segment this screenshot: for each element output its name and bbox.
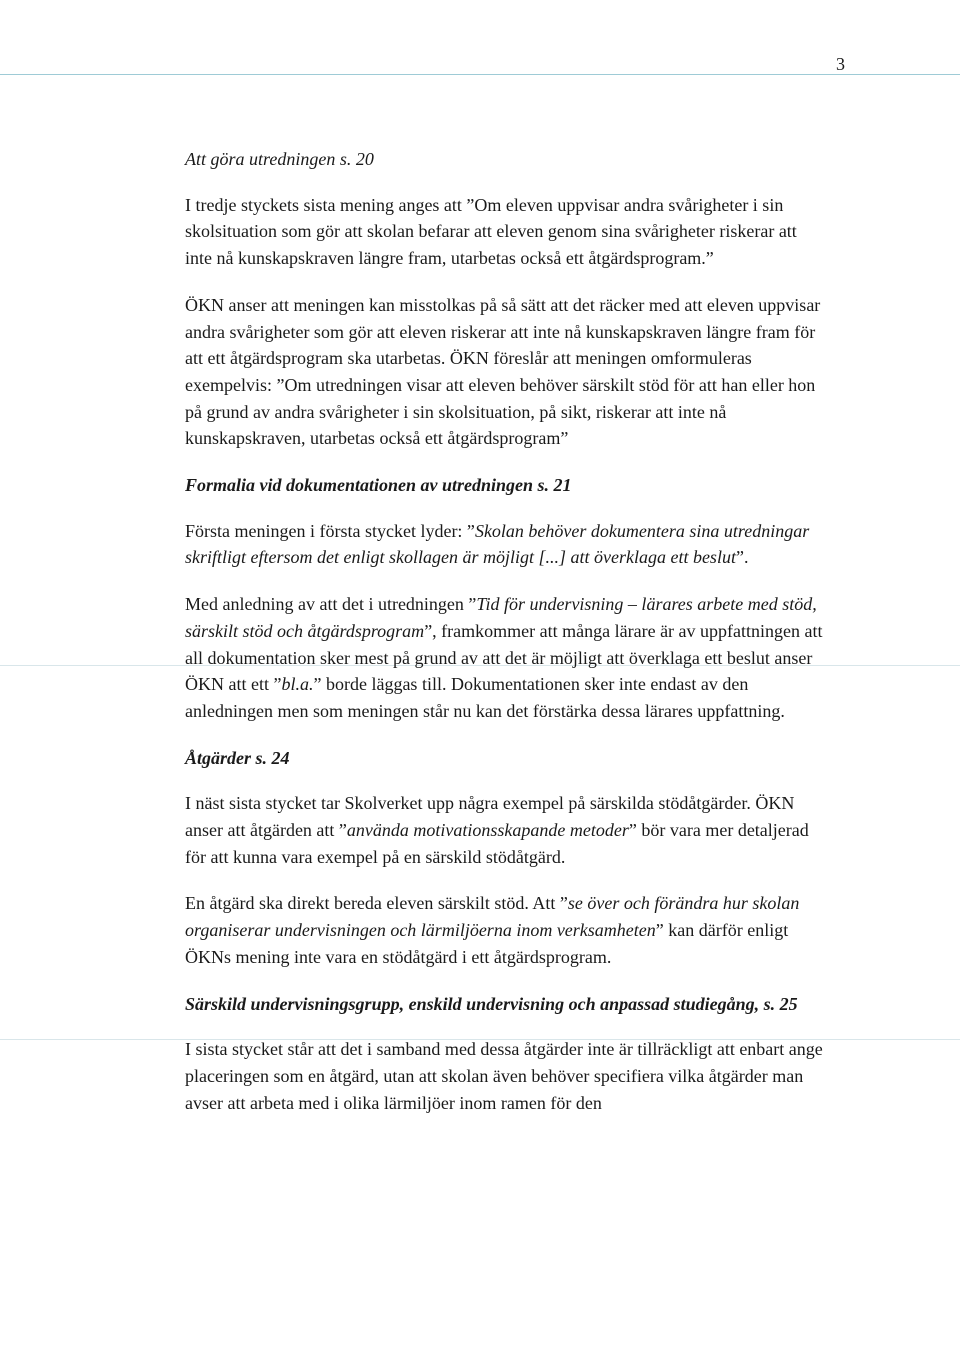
text-run: ” kan därför enligt ÖKNs mening inte vara en stödåtgärd i ett åtgärdsprogram.	[185, 920, 789, 967]
text-run: I tredje styckets sista mening anges att ”Om eleven uppvisar andra svårigheter i sin skolsituation som gör att skolan befarar att eleven genom sina svårigheter riskerar att inte nå kunskapskraven längre fram, utarbetas också ett åtgärdsprogram.”	[185, 194, 797, 269]
body-paragraph	[185, 1036, 825, 1116]
body-paragraph	[185, 790, 825, 870]
page-number: 3	[836, 54, 845, 74]
italic-quote: använda motivationsskapande metoder	[346, 820, 629, 841]
text-run: En åtgärd ska direkt bereda eleven särskilt stöd. Att ”	[185, 893, 568, 914]
scan-line-top	[0, 74, 960, 75]
italic-quote: se över och förändra hur skolan organiserar undervisningen och lärmiljöerna inom verksamheten	[185, 893, 800, 941]
italic-quote: Tid för undervisning – lärares arbete med stöd, särskilt stöd och åtgärdsprogram	[185, 594, 817, 641]
body-paragraph	[185, 518, 825, 571]
document-body	[185, 146, 825, 1136]
body-paragraph	[185, 192, 825, 272]
italic-quote: Skolan behöver dokumentera sina utredningar skriftligt eftersom det enligt skollagen är möjligt [...] att överklaga ett beslut	[185, 520, 810, 568]
text-run: ”, framkommer att många lärare är av uppfattningen att all dokumentation sker mest på grund av att det är möjligt att överklaga ett beslut anser ÖKN att ett ”	[185, 620, 823, 695]
text-run: ”.	[735, 547, 749, 568]
section-heading: Formalia vid dokumentationen av utredningen s. 21	[185, 475, 572, 496]
section-heading: Att göra utredningen s. 20	[185, 149, 374, 169]
body-paragraph	[185, 591, 825, 725]
text-run: Första meningen i första stycket lyder: ”	[185, 520, 475, 541]
body-paragraph	[185, 890, 825, 970]
text-run: I sista stycket står att det i samband med dessa åtgärder inte är tillräckligt att enbart ange placeringen som en åtgärd, utan att skolan även behöver specifiera vilka åtgärder man avser att arbeta med i olika lärmiljöer inom ramen för den	[185, 1039, 823, 1113]
text-run: ÖKN anser att meningen kan misstolkas på så sätt att det räcker med att eleven uppvisar andra svårigheter som gör att eleven riskerar att inte nå kunskapskraven längre fram för att ett åtgärdsprogram ska utarbetas. ÖKN föreslår att meningen omformuleras exempelvis: ”Om utredningen visar att eleven behöver särskilt stöd för att han eller hon på grund av andra svårigheter i sin skolsituation, på sikt, riskerar att inte nå kunskapskraven, utarbetas också ett åtgärdsprogram”	[185, 294, 821, 449]
text-run: ” borde läggas till. Dokumentationen sker inte endast av den anledningen men som meningen står nu kan det förstärka dessa lärares uppfattning.	[185, 674, 785, 721]
text-run: Med anledning av att det i utredningen ”	[185, 594, 477, 615]
text-run: ” bör vara mer detaljerad för att kunna vara exempel på en särskild stödåtgärd.	[185, 820, 809, 867]
section-heading: Särskild undervisningsgrupp, enskild undervisning och anpassad studiegång, s. 25	[185, 993, 798, 1014]
text-run: I näst sista stycket tar Skolverket upp några exempel på särskilda stödåtgärder. ÖKN anser att åtgärden att ”	[185, 793, 795, 841]
section-heading: Åtgärder s. 24	[185, 747, 290, 768]
italic-quote: bl.a.	[281, 674, 314, 695]
body-paragraph	[185, 292, 825, 452]
